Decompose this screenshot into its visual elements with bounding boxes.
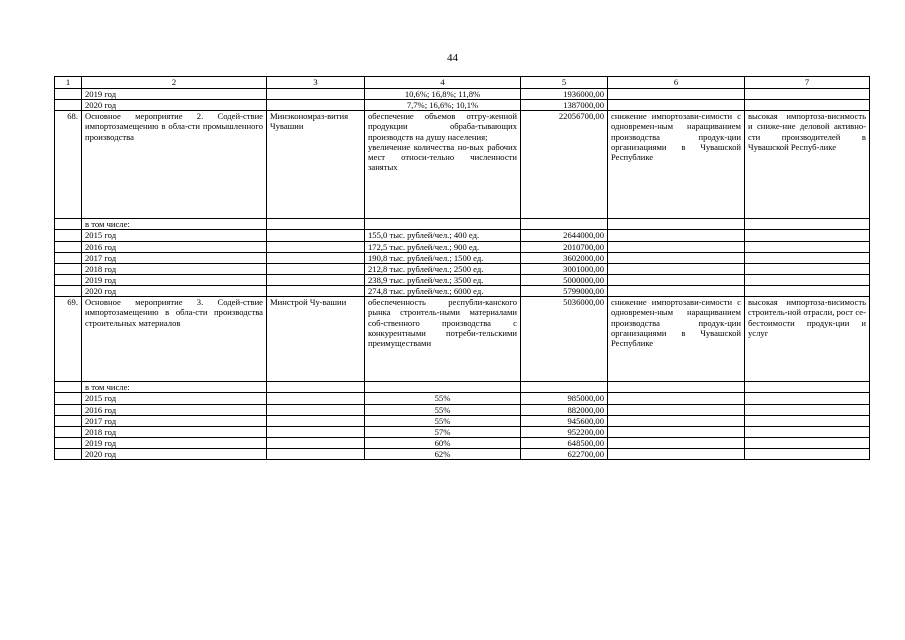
year-cell: 2015 год bbox=[82, 393, 267, 404]
year-cell: 2016 год bbox=[82, 241, 267, 252]
year-cell: 2020 год bbox=[82, 286, 267, 297]
year-cell: 2018 год bbox=[82, 426, 267, 437]
year-cell: 2017 год bbox=[82, 252, 267, 263]
column-header: 3 bbox=[267, 77, 365, 89]
year-cell: 2016 год bbox=[82, 404, 267, 415]
year-cell: 2015 год bbox=[82, 230, 267, 241]
amount-cell: 3001000,00 bbox=[521, 263, 608, 274]
program-table bbox=[54, 76, 870, 460]
responsible-cell: Минэкономраз-вития Чувашии bbox=[267, 111, 365, 219]
table-row bbox=[55, 219, 870, 230]
item-number: 68. bbox=[55, 111, 82, 219]
table-row bbox=[55, 100, 870, 111]
amount-cell: 945600,00 bbox=[521, 415, 608, 426]
amount-cell: 3602000,00 bbox=[521, 252, 608, 263]
indicator-cell: 155,0 тыс. рублей/чел.; 400 ед. bbox=[365, 230, 521, 241]
including-label: в том числе: bbox=[82, 219, 267, 230]
indicator-cell: 190,8 тыс. рублей/чел.; 1500 ед. bbox=[365, 252, 521, 263]
result-cell: снижение импортозави-симости с одновремен-ным наращиванием производства продук-ции организациями в Чувашской Республике bbox=[608, 111, 745, 219]
measure-name: Основное мероприятие 2. Содей-ствие импортозамещению в обла-сти промышленного производства bbox=[82, 111, 267, 219]
column-header: 4 bbox=[365, 77, 521, 89]
amount-cell: 2644000,00 bbox=[521, 230, 608, 241]
amount-cell: 5000000,00 bbox=[521, 274, 608, 285]
amount-cell: 5036000,00 bbox=[521, 297, 608, 382]
indicator-cell: обеспеченность республи-канского рынка строитель-ными материалами соб-ственного производства с конкурентными потреби-тельскими преимуществами bbox=[365, 297, 521, 382]
table-row bbox=[55, 89, 870, 100]
including-label: в том числе: bbox=[82, 382, 267, 393]
table-row bbox=[55, 241, 870, 252]
year-cell: 2018 год bbox=[82, 263, 267, 274]
table-row bbox=[55, 449, 870, 460]
responsible-cell: Минстрой Чу-вашии bbox=[267, 297, 365, 382]
amount-cell: 882000,00 bbox=[521, 404, 608, 415]
indicator-cell: 55% bbox=[365, 415, 521, 426]
indicator-cell: 10,6%; 16,8%; 11,8% bbox=[365, 89, 521, 100]
result-cell: снижение импортозави-симости с одновремен-ным наращиванием производства продук-ции организациями в Чувашской Республике bbox=[608, 297, 745, 382]
column-header: 7 bbox=[745, 77, 870, 89]
year-cell: 2019 год bbox=[82, 89, 267, 100]
indicator-cell: 60% bbox=[365, 437, 521, 448]
indicator-cell: 62% bbox=[365, 449, 521, 460]
year-cell: 2019 год bbox=[82, 274, 267, 285]
column-header: 1 bbox=[55, 77, 82, 89]
consequence-cell: высокая импортоза-висимость строитель-ной отрасли, рост се-бестоимости продук-ции и услуг bbox=[745, 297, 870, 382]
indicator-cell: 7,7%; 16,6%; 10,1% bbox=[365, 100, 521, 111]
amount-cell: 5799000,00 bbox=[521, 286, 608, 297]
table-row bbox=[55, 263, 870, 274]
table-row bbox=[55, 437, 870, 448]
table-row bbox=[55, 230, 870, 241]
column-header: 6 bbox=[608, 77, 745, 89]
table-row bbox=[55, 426, 870, 437]
indicator-cell: обеспечение объемов отгру-женной продукции обраба-тывающих производств на душу населения; увеличение количества но-вых рабочих мест относи-тельно численности занятых bbox=[365, 111, 521, 219]
indicator-cell: 55% bbox=[365, 393, 521, 404]
indicator-cell: 238,9 тыс. рублей/чел.; 3500 ед. bbox=[365, 274, 521, 285]
indicator-cell: 212,8 тыс. рублей/чел.; 2500 ед. bbox=[365, 263, 521, 274]
amount-cell: 648500,00 bbox=[521, 437, 608, 448]
year-cell: 2017 год bbox=[82, 415, 267, 426]
table-row bbox=[55, 286, 870, 297]
measure-name: Основное мероприятие 3. Содей-ствие импортозамещению в обла-сти производства строительных материалов bbox=[82, 297, 267, 382]
indicator-cell: 57% bbox=[365, 426, 521, 437]
year-cell: 2020 год bbox=[82, 449, 267, 460]
amount-cell: 1387000,00 bbox=[521, 100, 608, 111]
amount-cell: 952200,00 bbox=[521, 426, 608, 437]
table-row bbox=[55, 393, 870, 404]
indicator-cell: 55% bbox=[365, 404, 521, 415]
indicator-cell: 172,5 тыс. рублей/чел.; 900 ед. bbox=[365, 241, 521, 252]
column-header: 5 bbox=[521, 77, 608, 89]
table-row bbox=[55, 252, 870, 263]
column-header: 2 bbox=[82, 77, 267, 89]
amount-cell: 622700,00 bbox=[521, 449, 608, 460]
year-cell: 2019 год bbox=[82, 437, 267, 448]
consequence-cell: высокая импортоза-висимость и сниже-ние деловой активно-сти производителей в Чувашской Респуб-лике bbox=[745, 111, 870, 219]
indicator-cell: 274,8 тыс. рублей/чел.; 6000 ед. bbox=[365, 286, 521, 297]
amount-cell: 1936000,00 bbox=[521, 89, 608, 100]
year-cell: 2020 год bbox=[82, 100, 267, 111]
amount-cell: 985000,00 bbox=[521, 393, 608, 404]
item-number: 69. bbox=[55, 297, 82, 382]
table-row-item-68 bbox=[55, 111, 870, 219]
table-row bbox=[55, 415, 870, 426]
amount-cell: 2010700,00 bbox=[521, 241, 608, 252]
column-number-row bbox=[55, 77, 870, 89]
table-row bbox=[55, 404, 870, 415]
table-row bbox=[55, 274, 870, 285]
amount-cell: 22056700,00 bbox=[521, 111, 608, 219]
table-row bbox=[55, 382, 870, 393]
page-number: 44 bbox=[447, 52, 458, 64]
table-row-item-69 bbox=[55, 297, 870, 382]
